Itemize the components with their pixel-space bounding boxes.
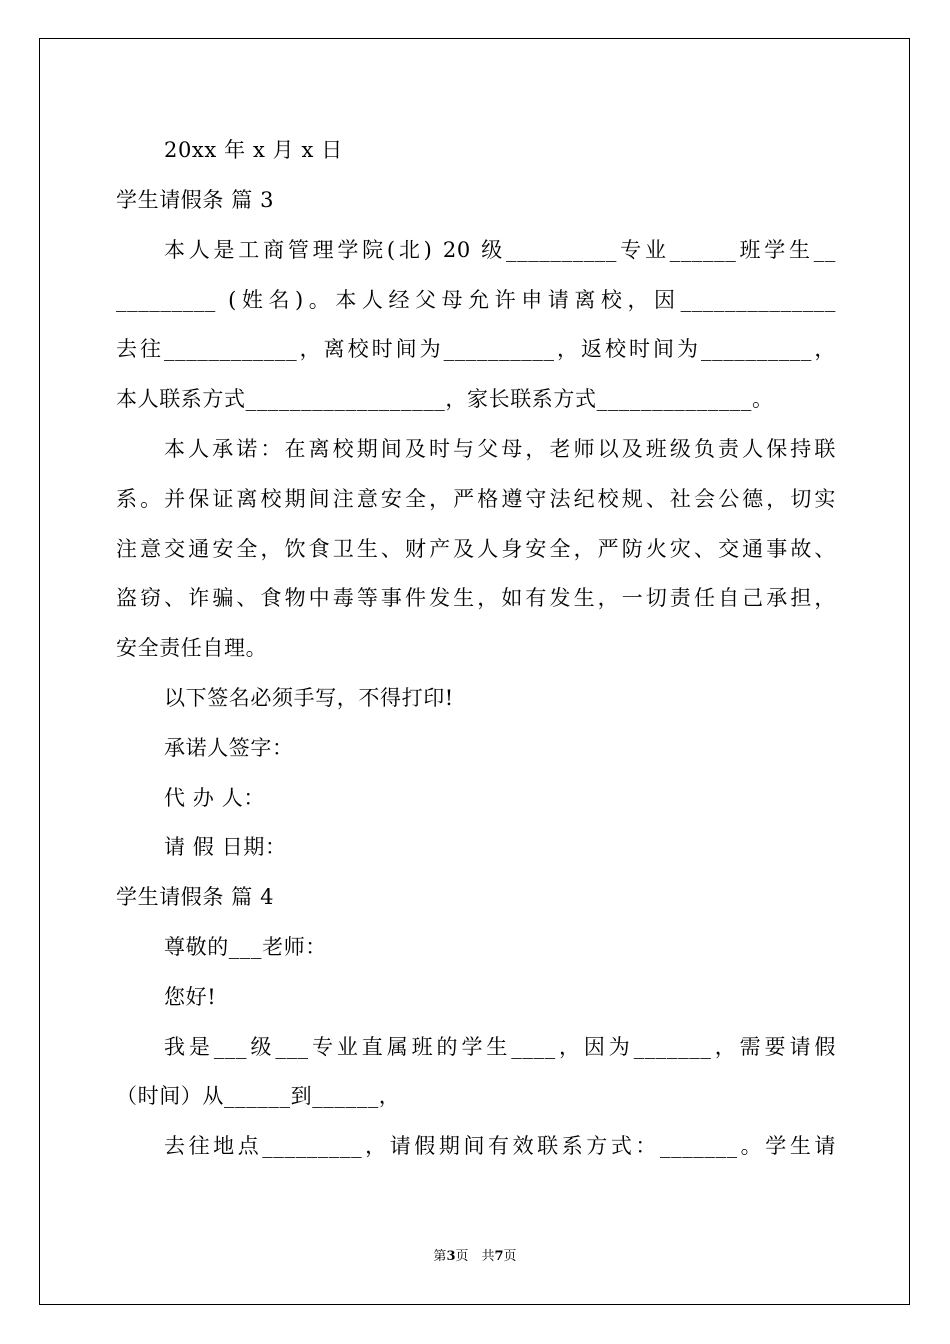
body-line: 以下签名必须手写，不得打印! [164,686,454,710]
salutation-line: 尊敬的___老师： [164,935,327,959]
section-heading-3: 学生请假条 篇 3 [116,188,275,212]
footer-prefix: 第 [433,1249,447,1264]
body-line: 本人是工商管理学院(北) 20 级__________专业______班学生__ [164,238,836,262]
body-line: 系。并保证离校期间注意安全，严格遵守法纪校规、社会公德，切实 [116,487,836,511]
body-line: 本人联系方式__________________，家长联系方式______________。 [116,387,774,411]
leave-date-line: 请 假 日期： [164,835,287,859]
signature-line: 承诺人签字： [164,736,294,760]
body-line: 去往____________，离校时间为__________，返校时间为__________， [116,337,836,361]
body-line: 本人承诺：在离校期间及时与父母，老师以及班级负责人保持联 [164,437,836,461]
footer-mid: 页 共 [455,1249,495,1264]
section-heading-4: 学生请假条 篇 4 [116,885,275,909]
body-line: _________ (姓名)。本人经父母允许申请离校，因______________ [116,288,836,312]
body-line: 我是___级___专业直属班的学生____，因为_______，需要请假 [164,1035,836,1059]
page-border [39,38,910,1305]
footer-total-pages: 7 [494,1249,504,1264]
body-line: 盗窃、诈骗、食物中毒等事件发生，如有发生，一切责任自己承担， [116,586,836,610]
body-line: 安全责任自理。 [116,636,268,660]
body-line: 注意交通安全，饮食卫生、财产及人身安全，严防火灾、交通事故、 [116,537,836,561]
page-footer [0,1248,950,1266]
body-line: （时间）从______到______， [116,1084,401,1108]
footer-current-page: 3 [446,1249,456,1264]
body-line: 去往地点_________，请假期间有效联系方式：_______。学生请 [164,1134,836,1158]
agent-line: 代 办 人： [164,786,265,810]
greeting-line: 您好! [164,985,217,1009]
footer-suffix: 页 [503,1249,517,1264]
date-line: 20xx 年 x 月 x 日 [164,138,343,162]
